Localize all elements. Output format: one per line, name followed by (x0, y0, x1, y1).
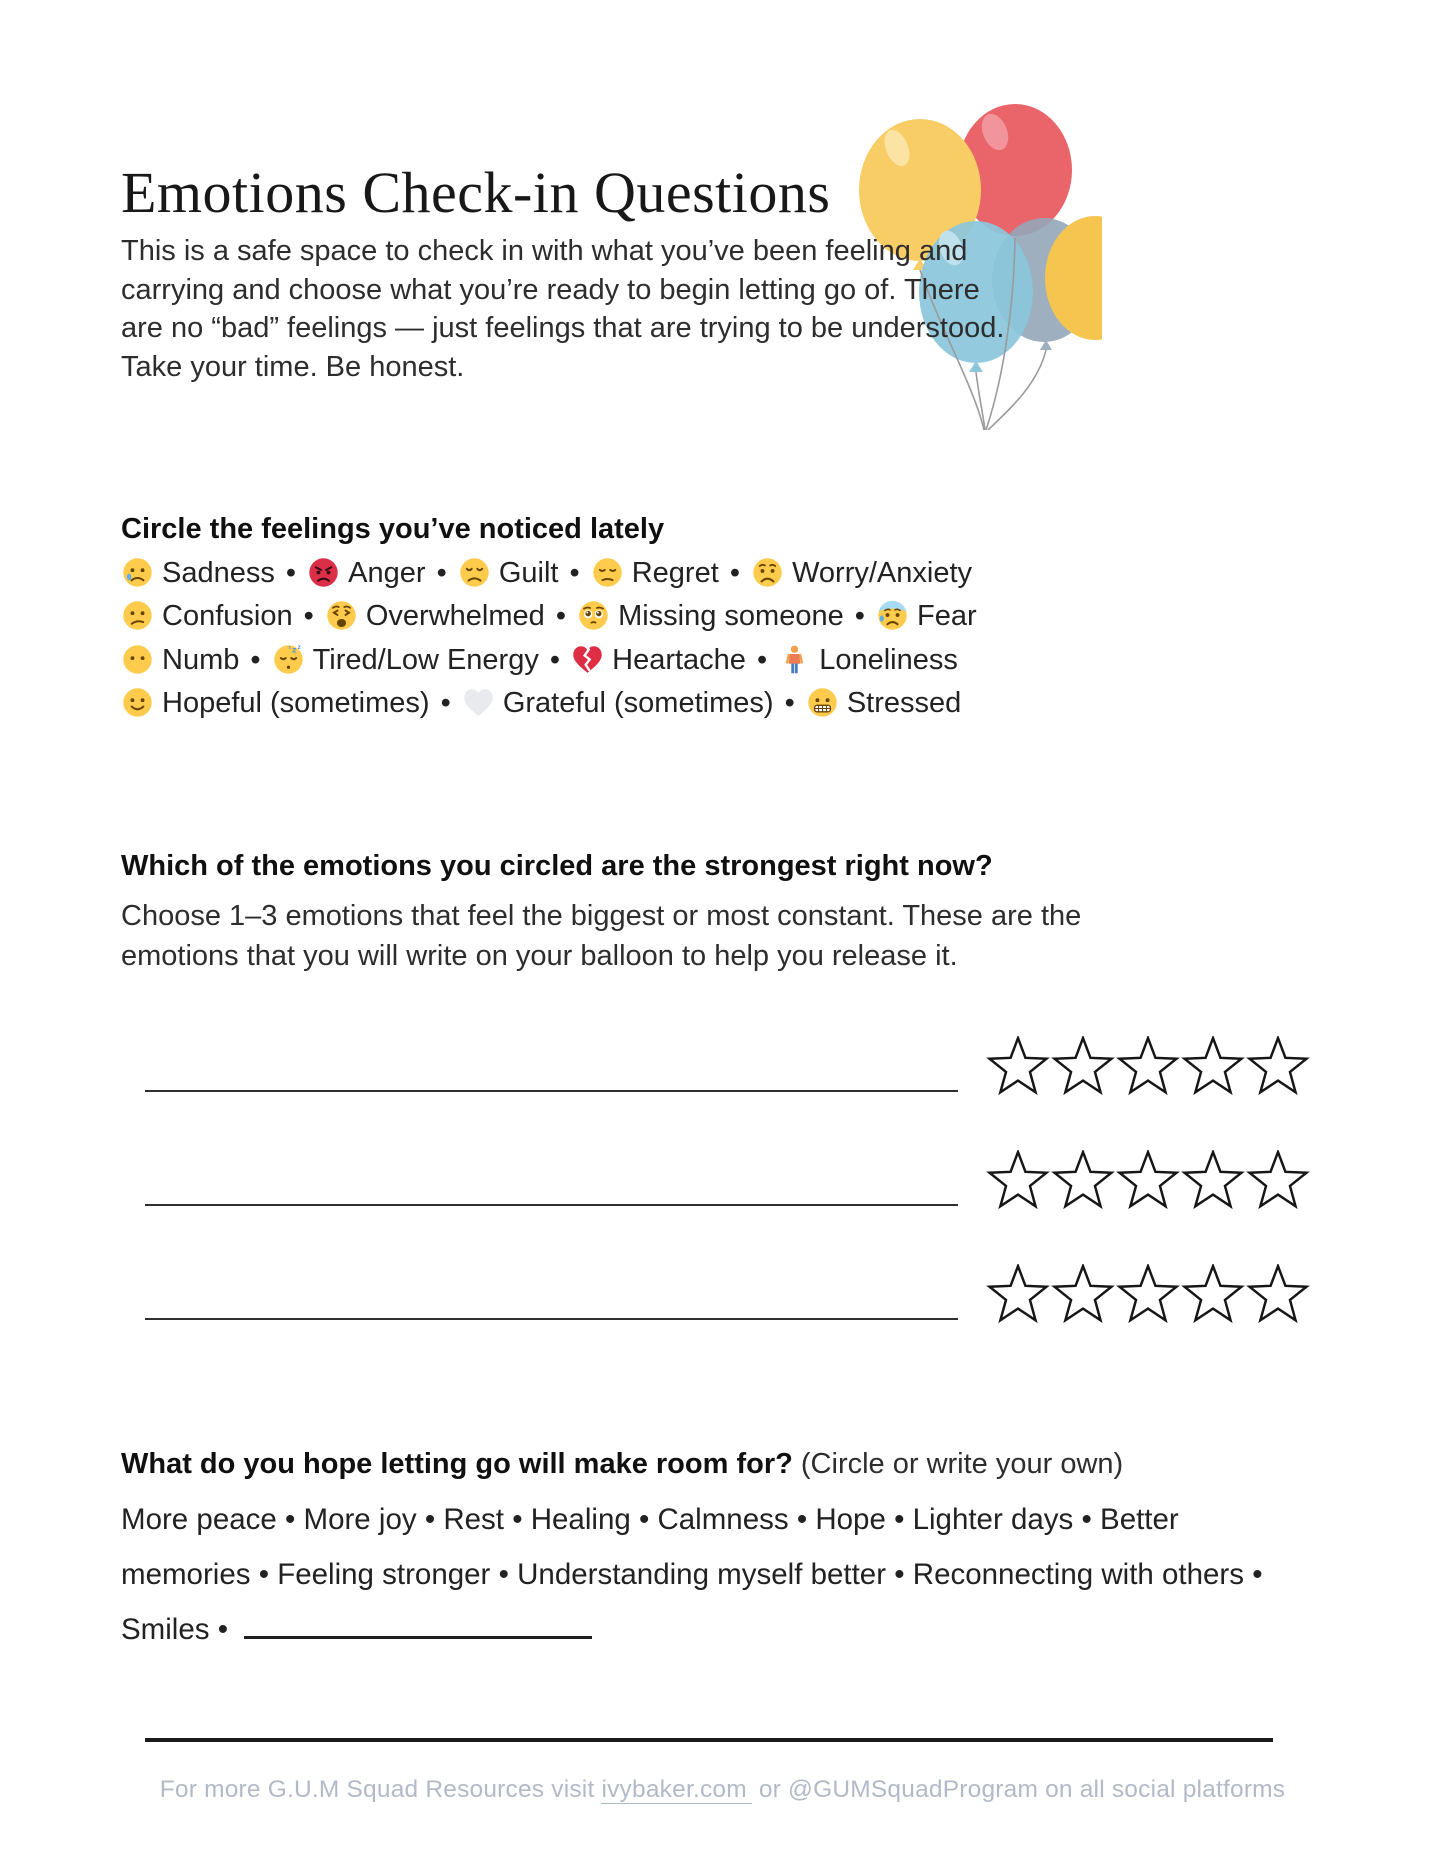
disappointed-face-icon (458, 557, 499, 589)
feeling-option[interactable] (272, 644, 539, 676)
feeling-label: Anger (348, 557, 426, 589)
bullet-separator: • (295, 600, 322, 633)
feeling-option[interactable] (571, 644, 746, 676)
feeling-label: Heartache (612, 643, 746, 676)
intro-paragraph: This is a safe space to check in with what you’ve been feeling and carrying and choose what you’re ready to begin letting go of. There are no “bad” feelings — just feelings that are trying to be understood. Take your time. Be honest. (121, 235, 1005, 383)
star-icon[interactable] (1246, 1036, 1310, 1098)
write-in-line-long[interactable] (145, 1738, 1273, 1742)
feeling-label: Numb (162, 643, 240, 676)
feeling-option[interactable] (325, 600, 545, 632)
feeling-option[interactable] (121, 600, 293, 632)
star-icon[interactable] (1051, 1264, 1115, 1326)
feeling-option[interactable] (876, 600, 977, 632)
worried-face-icon (751, 557, 792, 589)
star-icon[interactable] (1051, 1036, 1115, 1098)
feelings-heading: Circle the feelings you’ve noticed lately (121, 513, 665, 545)
feeling-label: Confusion (162, 600, 293, 633)
crying-face-icon (121, 557, 162, 589)
pensive-face-icon (591, 557, 632, 589)
hope-heading (121, 1448, 1123, 1481)
footer-link[interactable]: ivybaker.com (601, 1776, 751, 1804)
feeling-label: Loneliness (819, 643, 958, 676)
broken-heart-icon (571, 644, 612, 676)
star-icon[interactable] (1051, 1150, 1115, 1212)
feeling-option[interactable] (458, 557, 559, 589)
feeling-label: Stressed (846, 687, 962, 720)
no-mouth-face-icon (121, 644, 162, 676)
pleading-face-icon (577, 600, 618, 632)
feelings-line (121, 599, 977, 642)
white-heart-icon (462, 687, 503, 719)
hope-options-text: More peace • More joy • Rest • Healing • Calmness • Hope • Lighter days • Better memories • Feeling stronger • Understanding myself better • Reconnecting with others • Smiles • (121, 1503, 1263, 1646)
feeling-option[interactable] (307, 557, 425, 589)
feeling-label: Missing someone (618, 600, 844, 633)
star-icon[interactable] (986, 1150, 1050, 1212)
feelings-line (121, 556, 977, 599)
write-in-blank-short[interactable] (244, 1633, 592, 1639)
footer (0, 1776, 1445, 1804)
sleeping-face-icon (272, 644, 313, 676)
bullet-separator: • (277, 557, 305, 589)
strongest-description: Choose 1–3 emotions that feel the biggest or most constant. These are the emotions that you will write on your balloon to help you release it. (121, 900, 1082, 972)
hope-options (121, 1492, 1301, 1657)
feeling-label: Hopeful (sometimes) (162, 687, 430, 720)
feeling-label: Fear (917, 600, 977, 633)
confused-face-icon (121, 600, 162, 632)
feeling-option[interactable] (121, 644, 239, 676)
feeling-option[interactable] (591, 557, 719, 589)
star-icon[interactable] (986, 1036, 1050, 1098)
person-standing-icon (778, 644, 819, 676)
star-icon[interactable] (1181, 1150, 1245, 1212)
feeling-label: Overwhelmed (365, 600, 545, 633)
hope-heading-note: (Circle or write your own) (792, 1448, 1124, 1480)
feeling-label: Sadness (162, 557, 275, 589)
star-icon[interactable] (1116, 1036, 1180, 1098)
grimacing-face-icon (806, 687, 847, 719)
feeling-option[interactable] (778, 644, 958, 676)
feeling-option[interactable] (462, 687, 774, 719)
feeling-label: Worry/Anxiety (792, 557, 973, 589)
feelings-list (121, 556, 977, 730)
slight-smile-face-icon (121, 687, 162, 719)
bullet-separator: • (721, 557, 749, 589)
footer-text-suffix: or @GUMSquadProgram on all social platforms (751, 1776, 1286, 1803)
feeling-option[interactable] (577, 600, 844, 632)
bullet-separator: • (776, 687, 803, 720)
weary-face-icon (325, 600, 366, 632)
write-in-line[interactable] (145, 1318, 958, 1320)
angry-face-icon (307, 557, 348, 589)
star-icon[interactable] (1181, 1264, 1245, 1326)
strongest-heading: Which of the emotions you circled are the strongest right now? (121, 850, 993, 882)
star-rating (986, 1036, 1310, 1098)
bullet-separator: • (846, 600, 873, 633)
star-icon[interactable] (1116, 1150, 1180, 1212)
anxious-sweat-face-icon (876, 600, 917, 632)
feelings-line (121, 643, 977, 686)
svg-text:z: z (288, 644, 291, 650)
feeling-label: Tired/Low Energy (312, 643, 539, 676)
star-icon[interactable] (1246, 1264, 1310, 1326)
star-rating (986, 1150, 1310, 1212)
footer-text-prefix: For more G.U.M Squad Resources visit (159, 1776, 602, 1803)
bullet-separator: • (432, 687, 459, 720)
feeling-label: Guilt (498, 557, 559, 589)
write-in-line[interactable] (145, 1204, 958, 1206)
star-icon[interactable] (1116, 1264, 1180, 1326)
bullet-separator: • (748, 643, 776, 676)
svg-text:z: z (297, 644, 301, 651)
feeling-option[interactable] (751, 557, 972, 589)
bullet-separator: • (547, 600, 575, 633)
star-icon[interactable] (986, 1264, 1050, 1326)
star-icon[interactable] (1181, 1036, 1245, 1098)
svg-text:z: z (291, 644, 297, 655)
bullet-separator: • (242, 643, 269, 676)
write-in-line[interactable] (145, 1090, 958, 1092)
star-rating (986, 1264, 1310, 1326)
feeling-label: Grateful (sometimes) (502, 687, 774, 720)
feelings-line (121, 686, 977, 729)
bullet-separator: • (561, 557, 588, 589)
bullet-separator: • (428, 557, 455, 589)
bullet-separator: • (541, 643, 569, 676)
feeling-option[interactable] (121, 557, 275, 589)
feeling-option[interactable] (121, 687, 430, 719)
star-icon[interactable] (1246, 1150, 1310, 1212)
hope-heading-bold: What do you hope letting go will make room for? (121, 1448, 793, 1480)
feeling-label: Regret (631, 557, 719, 589)
page-title: Emotions Check-in Questions (121, 159, 831, 225)
feeling-option[interactable] (806, 687, 961, 719)
